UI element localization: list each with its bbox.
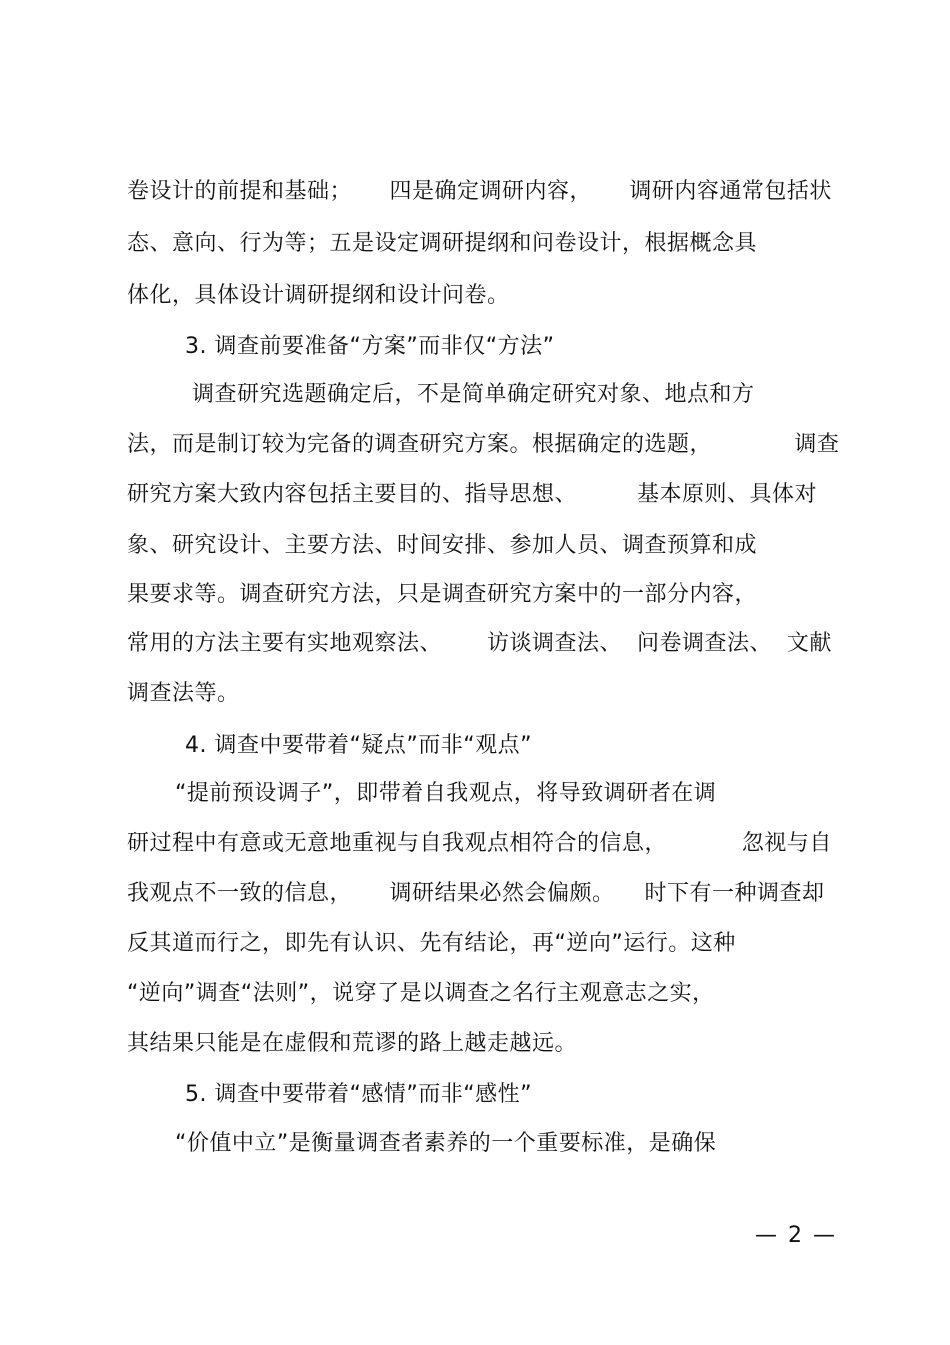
paragraph-line: “逆向”调查“法则”，说穿了是以调查之名行主观意志之实， (127, 981, 715, 1006)
paragraph-line: 法，而是制订较为完备的调查研究方案。根据确定的选题， 调查 (127, 432, 840, 457)
paragraph-line: 常用的方法主要有实地观察法、 访谈调查法、 问卷调查法、 文献 (127, 631, 832, 656)
paragraph-line: 调查法等。 (127, 681, 240, 706)
paragraph-line: 研究方案大致内容包括主要目的、指导思想、 基本原则、具体对 (127, 482, 817, 507)
paragraph-line: 研过程中有意或无意地重视与自我观点相符合的信息， 忽视与自 (127, 831, 832, 856)
section-heading-4: 4. 调查中要带着“疑点”而非“观点” (185, 733, 533, 758)
paragraph-line: “价值中立”是衡量调查者素养的一个重要标准，是确保 (175, 1131, 717, 1156)
paragraph-line: 卷设计的前提和基础； 四是确定调研内容， 调研内容通常包括状 (127, 179, 832, 204)
page-number: — 2 — (755, 1223, 837, 1248)
paragraph-line: 其结果只能是在虚假和荒谬的路上越走越远。 (127, 1031, 578, 1056)
paragraph-line: 体化，具体设计调研提纲和设计问卷。 (127, 283, 510, 308)
section-heading-3: 3. 调查前要准备“方案”而非仅“方法” (185, 334, 555, 359)
paragraph-line: 象、研究设计、主要方法、时间安排、参加人员、调查预算和成 (127, 533, 758, 558)
paragraph-line: “提前预设调子”，即带着自我观点，将导致调研者在调 (175, 781, 717, 806)
paragraph-line: 态、意向、行为等；五是设定调研提纲和问卷设计，根据概念具 (127, 231, 758, 256)
section-heading-5: 5. 调查中要带着“感情”而非“感性” (185, 1082, 533, 1107)
paragraph-line: 我观点不一致的信息， 调研结果必然会偏颇。 时下有一种调查却 (127, 881, 825, 906)
paragraph-line: 果要求等。调查研究方法，只是调查研究方案中的一部分内容， (127, 582, 758, 607)
paragraph-line: 调查研究选题确定后，不是简单确定研究对象、地点和方 (192, 382, 755, 407)
paragraph-line: 反其道而行之，即先有认识、先有结论，再“逆向”运行。这种 (127, 931, 736, 956)
